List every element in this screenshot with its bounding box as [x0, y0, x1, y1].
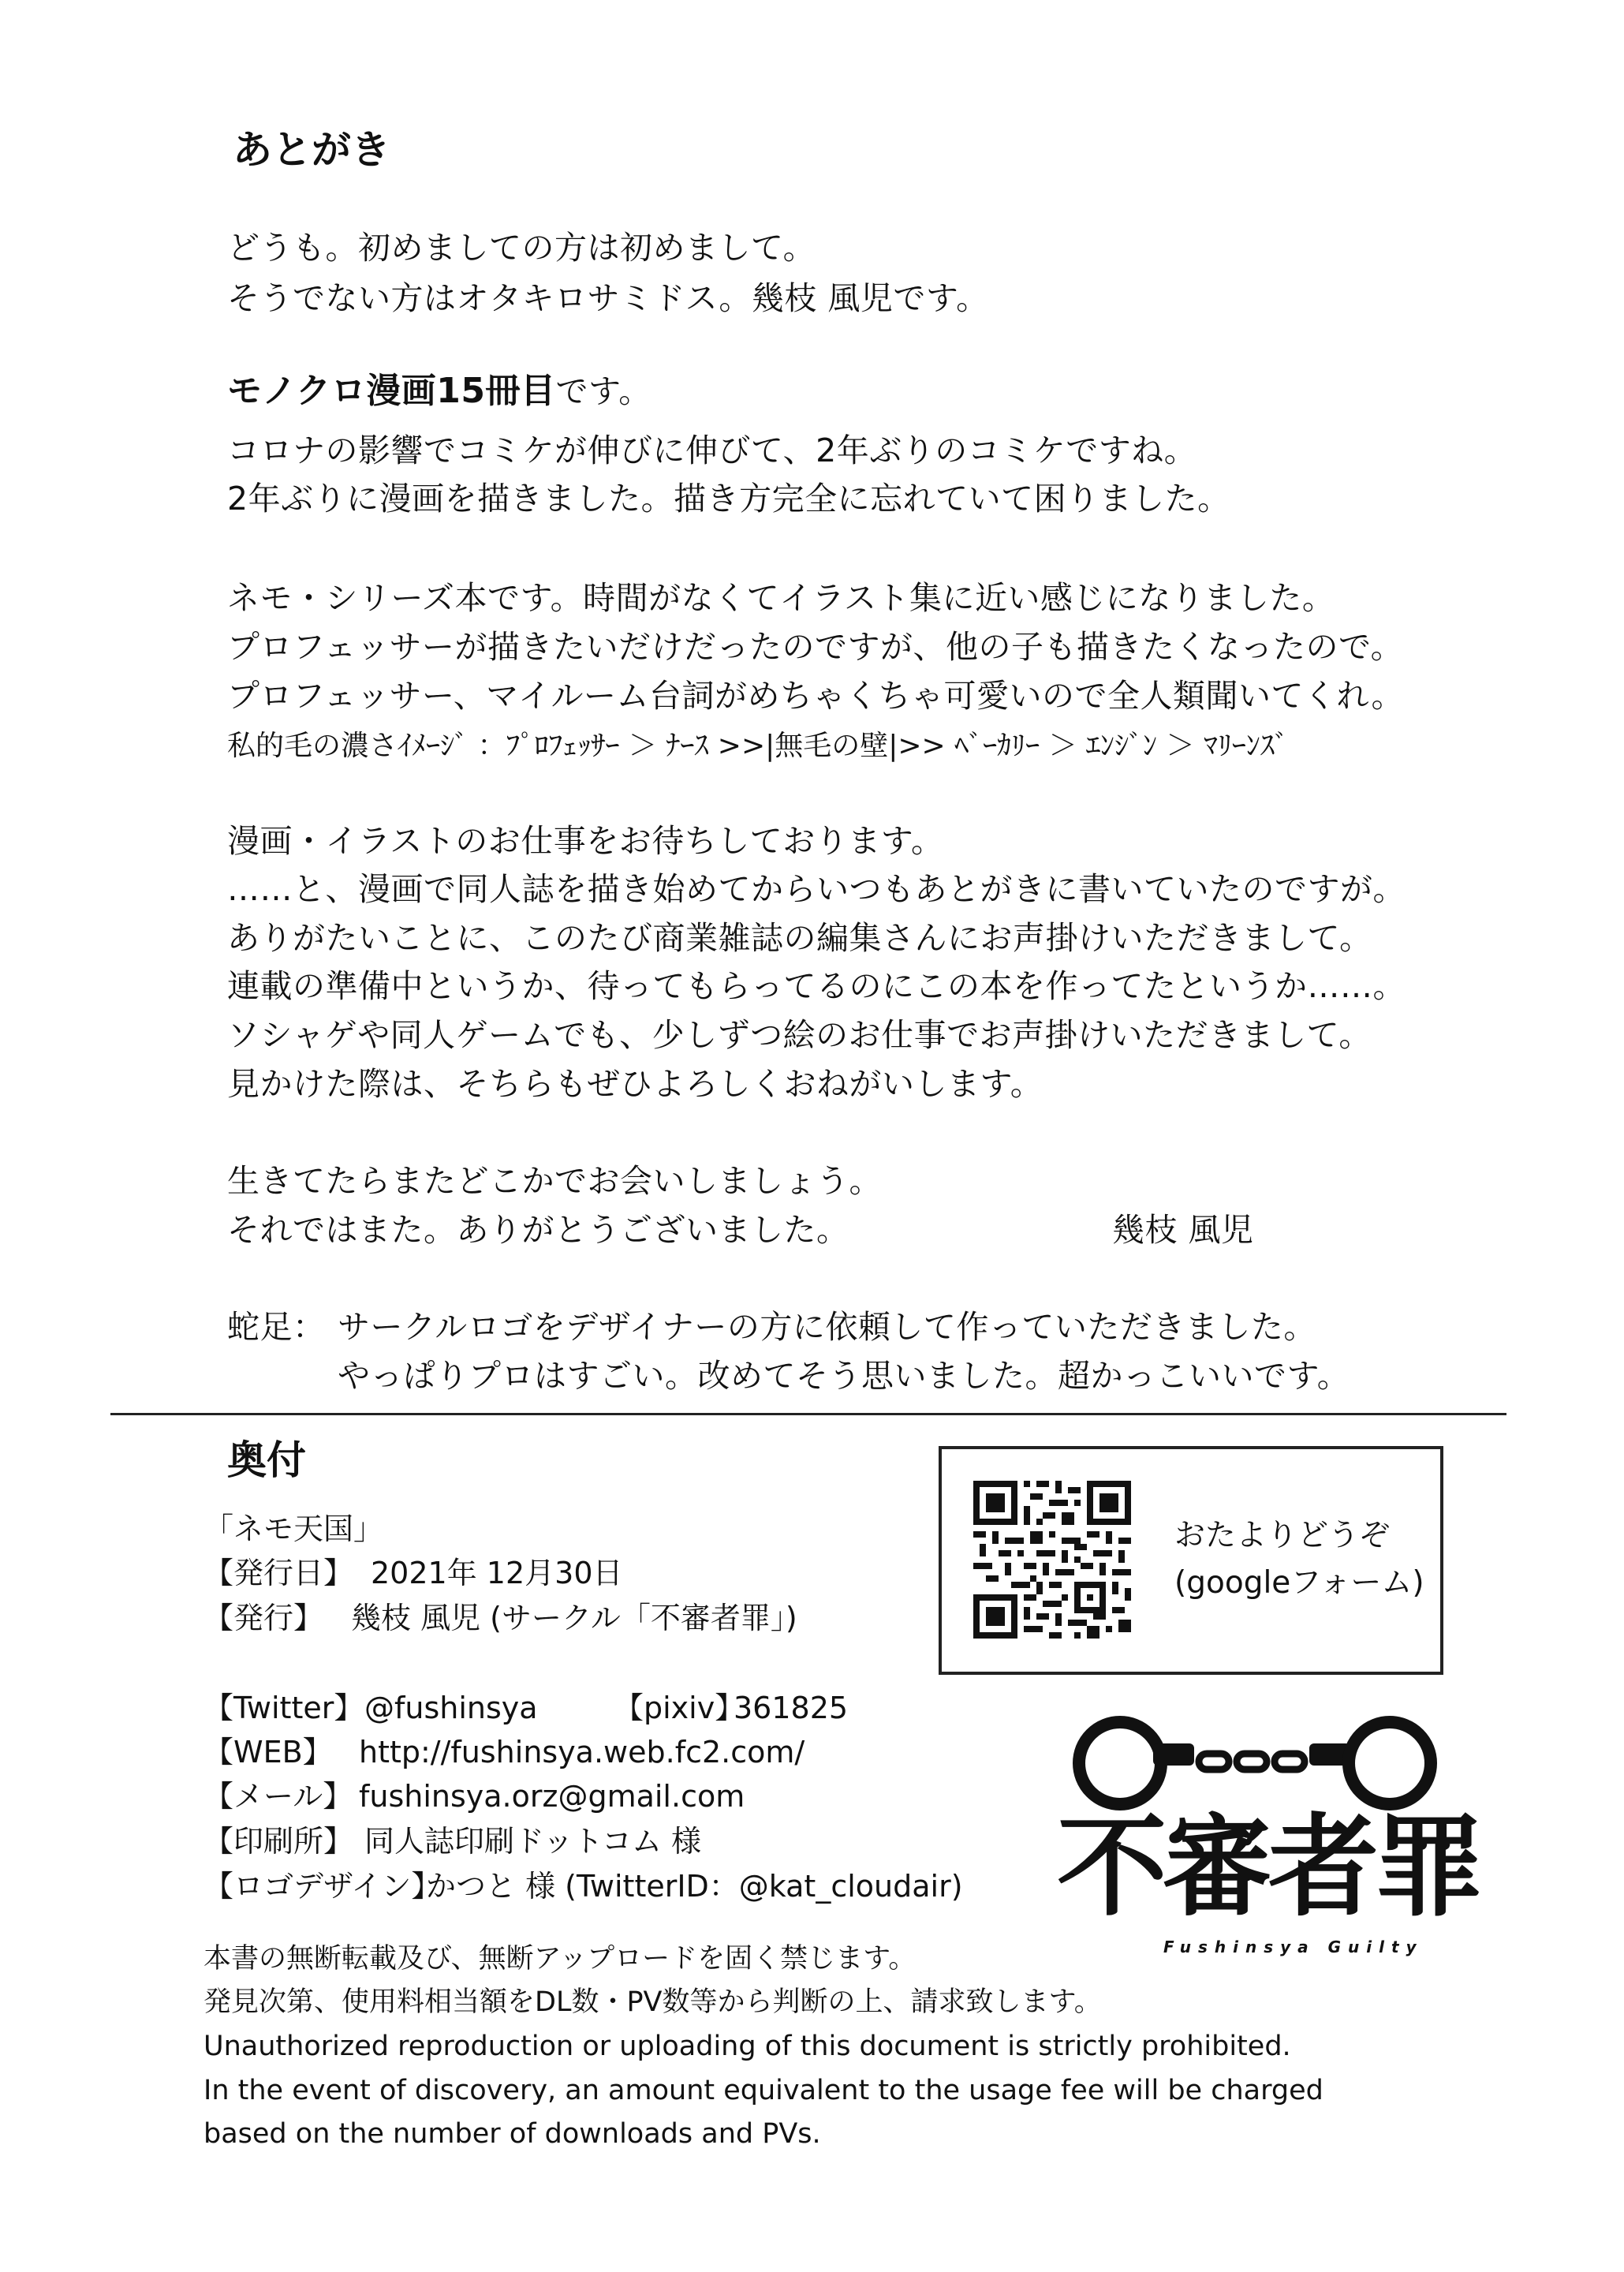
colophon-logo-label: 【ロゴデザイン】 — [203, 1869, 442, 1904]
colophon-logo-value: かつと 様 (TwitterID：@kat_cloudair) — [426, 1869, 963, 1904]
afterword-text-line: ありがたいことに、このたび商業雑誌の編集さんにお声掛けいただきまして。 — [227, 919, 1372, 957]
colophon-book-title: 「ネモ天国」 — [203, 1512, 384, 1546]
colophon-web-label: 【WEB】 — [203, 1735, 333, 1769]
afterword-signature: 幾枝 風児 — [1112, 1211, 1254, 1249]
afterword-text-line: 私的毛の濃さｲﾒｰｼﾞ ：ﾌﾟﾛﾌｪｯｻｰ ＞ ﾅｰｽ >>|無毛の壁|>> ﾍﾞｰｶﾘｰ ＞ ｴﾝｼﾞﾝ ＞ ﾏﾘｰﾝｽﾞ — [227, 730, 1289, 762]
afterword-text-line: コロナの影響でコミケが伸びに伸びて、2年ぶりのコミケですね。 — [227, 432, 1197, 469]
colophon-web-link[interactable]: http://fushinsya.web.fc2.com/ — [359, 1735, 805, 1769]
afterword-ps-label: 蛇足： — [227, 1308, 326, 1346]
colophon-pixiv-value: 361825 — [734, 1691, 849, 1725]
colophon-publisher-label: 【発行】 — [203, 1601, 324, 1635]
afterword-text-line: 連載の準備中というか、待ってもらってるのにこの本を作ってたというか……。 — [227, 967, 1406, 1005]
afterword-text-line: ソシャゲや同人ゲームでも、少しずつ絵のお仕事でお声掛けいただきまして。 — [227, 1016, 1372, 1054]
circle-logo — [1049, 1704, 1538, 1964]
afterword-text-line: どうも。初めましての方は初めまして。 — [227, 229, 816, 267]
afterword-bold-phrase: モノクロ漫画15冊目 — [227, 371, 556, 411]
afterword-text-line: プロフェッサー、マイルーム台詞がめちゃくちゃ可愛いので全人類聞いてくれ。 — [227, 677, 1404, 715]
colophon-publisher-value: 幾枝 風児 (サークル「不審者罪」) — [351, 1601, 797, 1635]
notice-line: based on the number of downloads and PVs. — [203, 2118, 821, 2150]
notice-line: In the event of discovery, an amount equivalent to the usage fee will be charged — [203, 2075, 1323, 2106]
logo-wordmark: 不審者罪 — [1057, 1803, 1480, 1932]
notice-line: 発見次第、使用料相当額をDL数・PV数等から判断の上、請求致します。 — [203, 1986, 1102, 2018]
section-divider — [110, 1413, 1506, 1415]
colophon-title: 奥付 — [227, 1437, 306, 1483]
logo-subtitle: Fushinsya Guilty — [1163, 1938, 1424, 1956]
colophon-printer-label: 【印刷所】 — [203, 1824, 354, 1859]
afterword-ps-line: サークルロゴをデザイナーの方に依頼して作っていただきました。 — [338, 1308, 1316, 1346]
afterword-title: あとがき — [233, 127, 390, 173]
colophon-twitter-value: @fushinsya — [364, 1691, 538, 1725]
colophon-twitter-label: 【Twitter】 — [203, 1691, 364, 1725]
afterword-text-line: ……と、漫画で同人誌を描き始めてからいつもあとがきに書いていたのですが。 — [227, 870, 1406, 908]
colophon-mail-link[interactable]: fushinsya.orz@gmail.com — [359, 1779, 745, 1814]
qr-caption-line: おたよりどうぞ — [1174, 1518, 1391, 1553]
afterword-text-line: 見かけた際は、そちらもぜひよろしくおねがいします。 — [227, 1065, 1043, 1103]
afterword-text-line: そうでない方はオタキロサミドス。幾枝 風児です。 — [227, 279, 989, 317]
qr-caption-line: (googleフォーム) — [1174, 1565, 1424, 1601]
afterword-text-line: 漫画・イラストのお仕事をお待ちしております。 — [227, 822, 944, 860]
afterword-text-line: ネモ・シリーズ本です。時間がなくてイラスト集に近い感じになりました。 — [227, 579, 1335, 617]
afterword-text-line: それではまた。ありがとうございました。 — [227, 1211, 849, 1249]
notice-line: 本書の無断転載及び、無断アップロードを固く禁じます。 — [203, 1943, 917, 1975]
afterword-text-line: 2年ぶりに漫画を描きました。描き方完全に忘れていて困りました。 — [227, 480, 1230, 518]
afterword-heading-line — [227, 371, 651, 411]
afterword-ps-line: やっぱりプロはすごい。改めてそう思いました。超かっこいいです。 — [338, 1357, 1350, 1395]
qr-code-icon[interactable] — [973, 1481, 1131, 1639]
colophon-date-label: 【発行日】 — [203, 1556, 354, 1590]
afterword-text-line: 生きてたらまたどこかでお会いしましょう。 — [227, 1162, 882, 1200]
afterword-bold-tail: です。 — [555, 372, 651, 410]
colophon-date-value: 2021年 12月30日 — [371, 1556, 623, 1590]
feedback-qr-box — [939, 1446, 1443, 1675]
afterword-text-line: プロフェッサーが描きたいだけだったのですが、他の子も描きたくなったので。 — [227, 628, 1404, 666]
handcuffs-icon — [1049, 1704, 1538, 1814]
notice-line: Unauthorized reproduction or uploading of this document is strictly prohibited. — [203, 2031, 1291, 2062]
colophon-mail-label: 【メール】 — [203, 1779, 353, 1814]
colophon-pixiv-label: 【pixiv】 — [614, 1691, 745, 1725]
colophon-printer-value: 同人誌印刷ドットコム 様 — [364, 1824, 702, 1859]
